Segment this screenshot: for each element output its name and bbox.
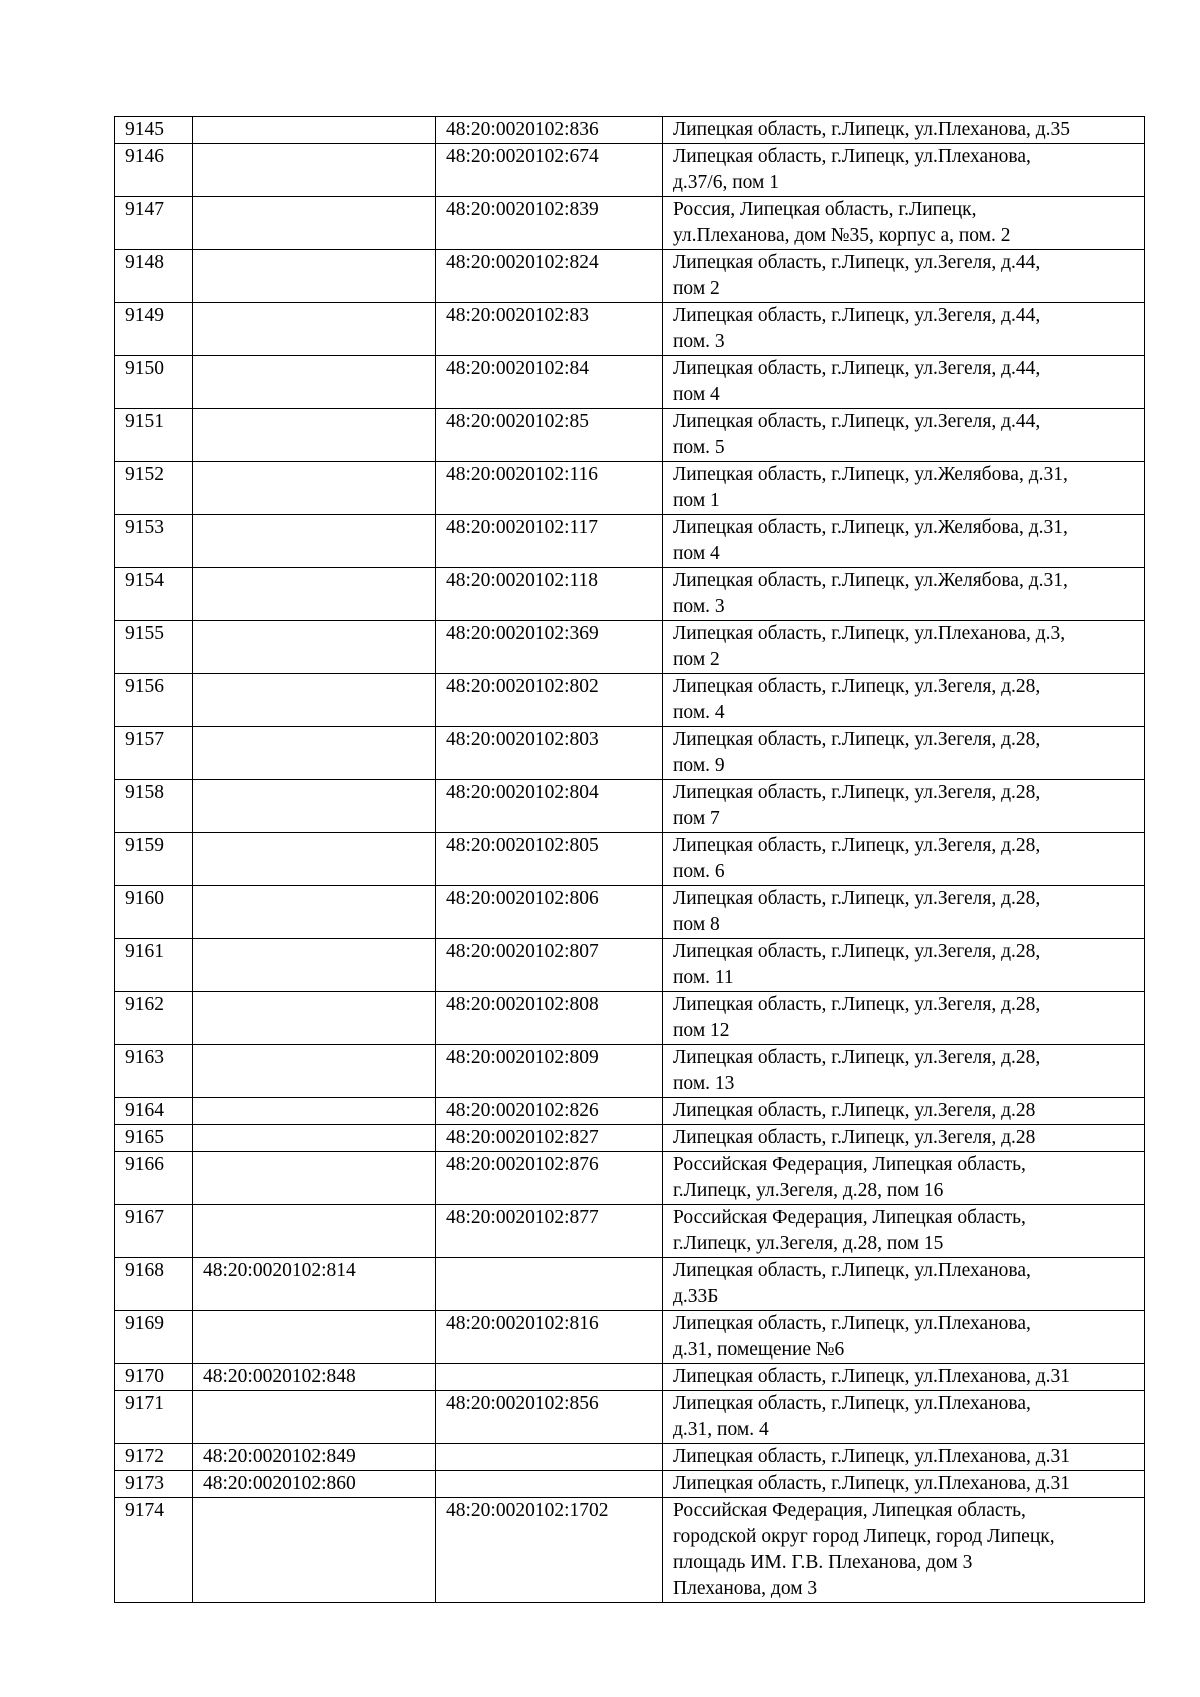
object-cadastral-number-cell: 48:20:0020102:808 — [436, 992, 663, 1045]
address-cell — [663, 1444, 1145, 1471]
row-number-cell: 9162 — [115, 992, 193, 1045]
land-cadastral-number-cell — [193, 1125, 436, 1152]
object-cadastral-number-cell: 48:20:0020102:83 — [436, 303, 663, 356]
row-number-cell: 9161 — [115, 939, 193, 992]
object-cadastral-number-cell: 48:20:0020102:826 — [436, 1098, 663, 1125]
address-line: г.Липецк, ул.Зегеля, д.28, пом 16 — [673, 1180, 944, 1201]
address-line: пом 4 — [673, 543, 720, 564]
row-number-cell: 9172 — [115, 1444, 193, 1471]
address-cell — [663, 1364, 1145, 1391]
address-line: пом. 6 — [673, 861, 725, 882]
table-row — [115, 409, 1145, 462]
table-row — [115, 197, 1145, 250]
address-line: Российская Федерация, Липецкая область, — [673, 1207, 1026, 1228]
object-cadastral-number-cell: 48:20:0020102:803 — [436, 727, 663, 780]
address-line: городской округ город Липецк, город Липецк, — [673, 1526, 1055, 1547]
address-line: Липецкая область, г.Липецк, ул.Зегеля, д.44, — [673, 358, 1041, 379]
address-cell — [663, 1471, 1145, 1498]
row-number-cell: 9170 — [115, 1364, 193, 1391]
land-cadastral-number-cell — [193, 1098, 436, 1125]
table-row — [115, 1258, 1145, 1311]
address-line: пом 7 — [673, 808, 720, 829]
table-row — [115, 1098, 1145, 1125]
address-line: Липецкая область, г.Липецк, ул.Плеханова, — [673, 1393, 1031, 1414]
land-cadastral-number-cell — [193, 674, 436, 727]
address-line: д.33Б — [673, 1286, 719, 1307]
object-cadastral-number-cell: 48:20:0020102:805 — [436, 833, 663, 886]
land-cadastral-number-cell — [193, 303, 436, 356]
table-row — [115, 780, 1145, 833]
row-number-cell: 9147 — [115, 197, 193, 250]
row-number-cell: 9149 — [115, 303, 193, 356]
row-number-cell: 9145 — [115, 117, 193, 144]
registry-table-body — [115, 117, 1145, 1603]
address-cell — [663, 409, 1145, 462]
row-number-cell: 9158 — [115, 780, 193, 833]
object-cadastral-number-cell: 48:20:0020102:116 — [436, 462, 663, 515]
object-cadastral-number-cell: 48:20:0020102:84 — [436, 356, 663, 409]
object-cadastral-number-cell: 48:20:0020102:824 — [436, 250, 663, 303]
address-cell — [663, 939, 1145, 992]
address-cell — [663, 462, 1145, 515]
address-line: Липецкая область, г.Липецк, ул.Зегеля, д.28, — [673, 729, 1041, 750]
row-number-cell: 9174 — [115, 1498, 193, 1603]
land-cadastral-number-cell — [193, 1152, 436, 1205]
table-row — [115, 1205, 1145, 1258]
table-row — [115, 144, 1145, 197]
table-row — [115, 303, 1145, 356]
table-row — [115, 1311, 1145, 1364]
table-row — [115, 621, 1145, 674]
object-cadastral-number-cell — [436, 1364, 663, 1391]
land-cadastral-number-cell — [193, 939, 436, 992]
table-row — [115, 674, 1145, 727]
land-cadastral-number-cell — [193, 1498, 436, 1603]
address-line: Липецкая область, г.Липецк, ул.Зегеля, д.28, — [673, 1047, 1041, 1068]
row-number-cell: 9150 — [115, 356, 193, 409]
address-cell — [663, 1391, 1145, 1444]
land-cadastral-number-cell — [193, 621, 436, 674]
address-line: пом. 9 — [673, 755, 725, 776]
address-cell — [663, 780, 1145, 833]
object-cadastral-number-cell: 48:20:0020102:836 — [436, 117, 663, 144]
object-cadastral-number-cell — [436, 1444, 663, 1471]
address-line: Липецкая область, г.Липецк, ул.Плеханова, д.31 — [673, 1366, 1071, 1387]
object-cadastral-number-cell: 48:20:0020102:369 — [436, 621, 663, 674]
address-line: Российская Федерация, Липецкая область, — [673, 1500, 1026, 1521]
object-cadastral-number-cell: 48:20:0020102:117 — [436, 515, 663, 568]
land-cadastral-number-cell — [193, 1205, 436, 1258]
row-number-cell: 9159 — [115, 833, 193, 886]
land-cadastral-number-cell — [193, 144, 436, 197]
table-row — [115, 1364, 1145, 1391]
land-cadastral-number-cell: 48:20:0020102:814 — [193, 1258, 436, 1311]
land-cadastral-number-cell — [193, 515, 436, 568]
land-cadastral-number-cell — [193, 1391, 436, 1444]
object-cadastral-number-cell: 48:20:0020102:85 — [436, 409, 663, 462]
address-cell — [663, 1125, 1145, 1152]
land-cadastral-number-cell: 48:20:0020102:860 — [193, 1471, 436, 1498]
row-number-cell: 9173 — [115, 1471, 193, 1498]
land-cadastral-number-cell — [193, 356, 436, 409]
address-line: Липецкая область, г.Липецк, ул.Плеханова, — [673, 146, 1031, 167]
land-cadastral-number-cell — [193, 833, 436, 886]
row-number-cell: 9169 — [115, 1311, 193, 1364]
address-cell — [663, 1152, 1145, 1205]
row-number-cell: 9165 — [115, 1125, 193, 1152]
land-cadastral-number-cell — [193, 250, 436, 303]
address-cell — [663, 356, 1145, 409]
object-cadastral-number-cell: 48:20:0020102:809 — [436, 1045, 663, 1098]
registry-table — [114, 116, 1145, 1603]
address-line: Российская Федерация, Липецкая область, — [673, 1154, 1026, 1175]
table-row — [115, 1471, 1145, 1498]
table-row — [115, 939, 1145, 992]
land-cadastral-number-cell — [193, 1311, 436, 1364]
address-cell — [663, 727, 1145, 780]
address-line: Липецкая область, г.Липецк, ул.Зегеля, д.44, — [673, 305, 1041, 326]
address-line: площадь ИМ. Г.В. Плеханова, дом 3 — [673, 1552, 973, 1573]
object-cadastral-number-cell: 48:20:0020102:118 — [436, 568, 663, 621]
land-cadastral-number-cell — [193, 117, 436, 144]
row-number-cell: 9163 — [115, 1045, 193, 1098]
object-cadastral-number-cell: 48:20:0020102:877 — [436, 1205, 663, 1258]
address-cell — [663, 1098, 1145, 1125]
address-line: Липецкая область, г.Липецк, ул.Зегеля, д.28, — [673, 888, 1041, 909]
address-line: пом 12 — [673, 1020, 730, 1041]
table-row — [115, 356, 1145, 409]
row-number-cell: 9148 — [115, 250, 193, 303]
row-number-cell: 9166 — [115, 1152, 193, 1205]
address-line: Липецкая область, г.Липецк, ул.Зегеля, д.28 — [673, 1127, 1036, 1148]
object-cadastral-number-cell: 48:20:0020102:802 — [436, 674, 663, 727]
row-number-cell: 9168 — [115, 1258, 193, 1311]
address-line: Липецкая область, г.Липецк, ул.Зегеля, д.28 — [673, 1100, 1036, 1121]
land-cadastral-number-cell — [193, 992, 436, 1045]
address-line: пом. 3 — [673, 596, 725, 617]
address-line: Липецкая область, г.Липецк, ул.Зегеля, д.28, — [673, 782, 1041, 803]
object-cadastral-number-cell: 48:20:0020102:876 — [436, 1152, 663, 1205]
address-cell — [663, 303, 1145, 356]
row-number-cell: 9171 — [115, 1391, 193, 1444]
table-row — [115, 1444, 1145, 1471]
address-line: Плеханова, дом 3 — [673, 1578, 818, 1599]
address-cell — [663, 621, 1145, 674]
land-cadastral-number-cell — [193, 727, 436, 780]
land-cadastral-number-cell — [193, 462, 436, 515]
address-cell — [663, 1045, 1145, 1098]
object-cadastral-number-cell — [436, 1471, 663, 1498]
row-number-cell: 9160 — [115, 886, 193, 939]
address-line: Россия, Липецкая область, г.Липецк, — [673, 199, 977, 220]
land-cadastral-number-cell — [193, 886, 436, 939]
address-cell — [663, 568, 1145, 621]
row-number-cell: 9167 — [115, 1205, 193, 1258]
land-cadastral-number-cell — [193, 780, 436, 833]
address-line: пом. 4 — [673, 702, 725, 723]
table-row — [115, 250, 1145, 303]
address-line: пом 1 — [673, 490, 720, 511]
table-row — [115, 117, 1145, 144]
object-cadastral-number-cell: 48:20:0020102:839 — [436, 197, 663, 250]
address-line: Липецкая область, г.Липецк, ул.Зегеля, д.44, — [673, 411, 1041, 432]
address-cell — [663, 833, 1145, 886]
object-cadastral-number-cell: 48:20:0020102:827 — [436, 1125, 663, 1152]
address-line: пом. 5 — [673, 437, 725, 458]
address-line: Липецкая область, г.Липецк, ул.Зегеля, д.44, — [673, 252, 1041, 273]
address-line: Липецкая область, г.Липецк, ул.Зегеля, д.28, — [673, 994, 1041, 1015]
table-row — [115, 1045, 1145, 1098]
address-line: д.31, пом. 4 — [673, 1419, 769, 1440]
address-line: Липецкая область, г.Липецк, ул.Зегеля, д.28, — [673, 941, 1041, 962]
address-line: Липецкая область, г.Липецк, ул.Желябова, д.31, — [673, 464, 1068, 485]
land-cadastral-number-cell — [193, 409, 436, 462]
row-number-cell: 9155 — [115, 621, 193, 674]
address-line: Липецкая область, г.Липецк, ул.Плеханова, — [673, 1260, 1031, 1281]
table-row — [115, 1152, 1145, 1205]
object-cadastral-number-cell: 48:20:0020102:674 — [436, 144, 663, 197]
address-line: Липецкая область, г.Липецк, ул.Зегеля, д.28, — [673, 835, 1041, 856]
address-cell — [663, 117, 1145, 144]
address-line: пом. 13 — [673, 1073, 735, 1094]
object-cadastral-number-cell: 48:20:0020102:806 — [436, 886, 663, 939]
address-line: Липецкая область, г.Липецк, ул.Плеханова, д.35 — [673, 119, 1071, 140]
object-cadastral-number-cell — [436, 1258, 663, 1311]
address-line: Липецкая область, г.Липецк, ул.Желябова, д.31, — [673, 517, 1068, 538]
address-cell — [663, 886, 1145, 939]
table-row — [115, 515, 1145, 568]
address-line: д.37/6, пом 1 — [673, 172, 779, 193]
land-cadastral-number-cell — [193, 197, 436, 250]
table-row — [115, 1391, 1145, 1444]
table-row — [115, 727, 1145, 780]
land-cadastral-number-cell: 48:20:0020102:848 — [193, 1364, 436, 1391]
address-line: Липецкая область, г.Липецк, ул.Плеханова, д.31 — [673, 1446, 1071, 1467]
object-cadastral-number-cell: 48:20:0020102:816 — [436, 1311, 663, 1364]
table-row — [115, 886, 1145, 939]
address-cell — [663, 674, 1145, 727]
address-cell — [663, 1205, 1145, 1258]
address-cell — [663, 1498, 1145, 1603]
address-cell — [663, 1311, 1145, 1364]
address-cell — [663, 250, 1145, 303]
address-cell — [663, 992, 1145, 1045]
address-line: пом. 11 — [673, 967, 734, 988]
address-line: Липецкая область, г.Липецк, ул.Плеханова, д.31 — [673, 1473, 1071, 1494]
address-line: Липецкая область, г.Липецк, ул.Плеханова, — [673, 1313, 1031, 1334]
address-cell — [663, 1258, 1145, 1311]
address-line: г.Липецк, ул.Зегеля, д.28, пом 15 — [673, 1233, 944, 1254]
table-row — [115, 462, 1145, 515]
address-cell — [663, 144, 1145, 197]
address-line: пом 2 — [673, 649, 720, 670]
address-line: Липецкая область, г.Липецк, ул.Плеханова, д.3, — [673, 623, 1066, 644]
land-cadastral-number-cell — [193, 568, 436, 621]
address-line: ул.Плеханова, дом №35, корпус а, пом. 2 — [673, 225, 1011, 246]
row-number-cell: 9153 — [115, 515, 193, 568]
address-line: пом 4 — [673, 384, 720, 405]
row-number-cell: 9157 — [115, 727, 193, 780]
table-row — [115, 568, 1145, 621]
table-row — [115, 992, 1145, 1045]
table-row — [115, 833, 1145, 886]
address-line: пом. 3 — [673, 331, 725, 352]
object-cadastral-number-cell: 48:20:0020102:807 — [436, 939, 663, 992]
row-number-cell: 9154 — [115, 568, 193, 621]
land-cadastral-number-cell: 48:20:0020102:849 — [193, 1444, 436, 1471]
address-line: Липецкая область, г.Липецк, ул.Зегеля, д.28, — [673, 676, 1041, 697]
object-cadastral-number-cell: 48:20:0020102:1702 — [436, 1498, 663, 1603]
row-number-cell: 9151 — [115, 409, 193, 462]
row-number-cell: 9156 — [115, 674, 193, 727]
address-line: пом 8 — [673, 914, 720, 935]
table-row — [115, 1498, 1145, 1603]
row-number-cell: 9146 — [115, 144, 193, 197]
row-number-cell: 9152 — [115, 462, 193, 515]
land-cadastral-number-cell — [193, 1045, 436, 1098]
address-line: пом 2 — [673, 278, 720, 299]
address-cell — [663, 197, 1145, 250]
row-number-cell: 9164 — [115, 1098, 193, 1125]
address-line: д.31, помещение №6 — [673, 1339, 845, 1360]
object-cadastral-number-cell: 48:20:0020102:804 — [436, 780, 663, 833]
table-row — [115, 1125, 1145, 1152]
object-cadastral-number-cell: 48:20:0020102:856 — [436, 1391, 663, 1444]
address-line: Липецкая область, г.Липецк, ул.Желябова, д.31, — [673, 570, 1068, 591]
address-cell — [663, 515, 1145, 568]
